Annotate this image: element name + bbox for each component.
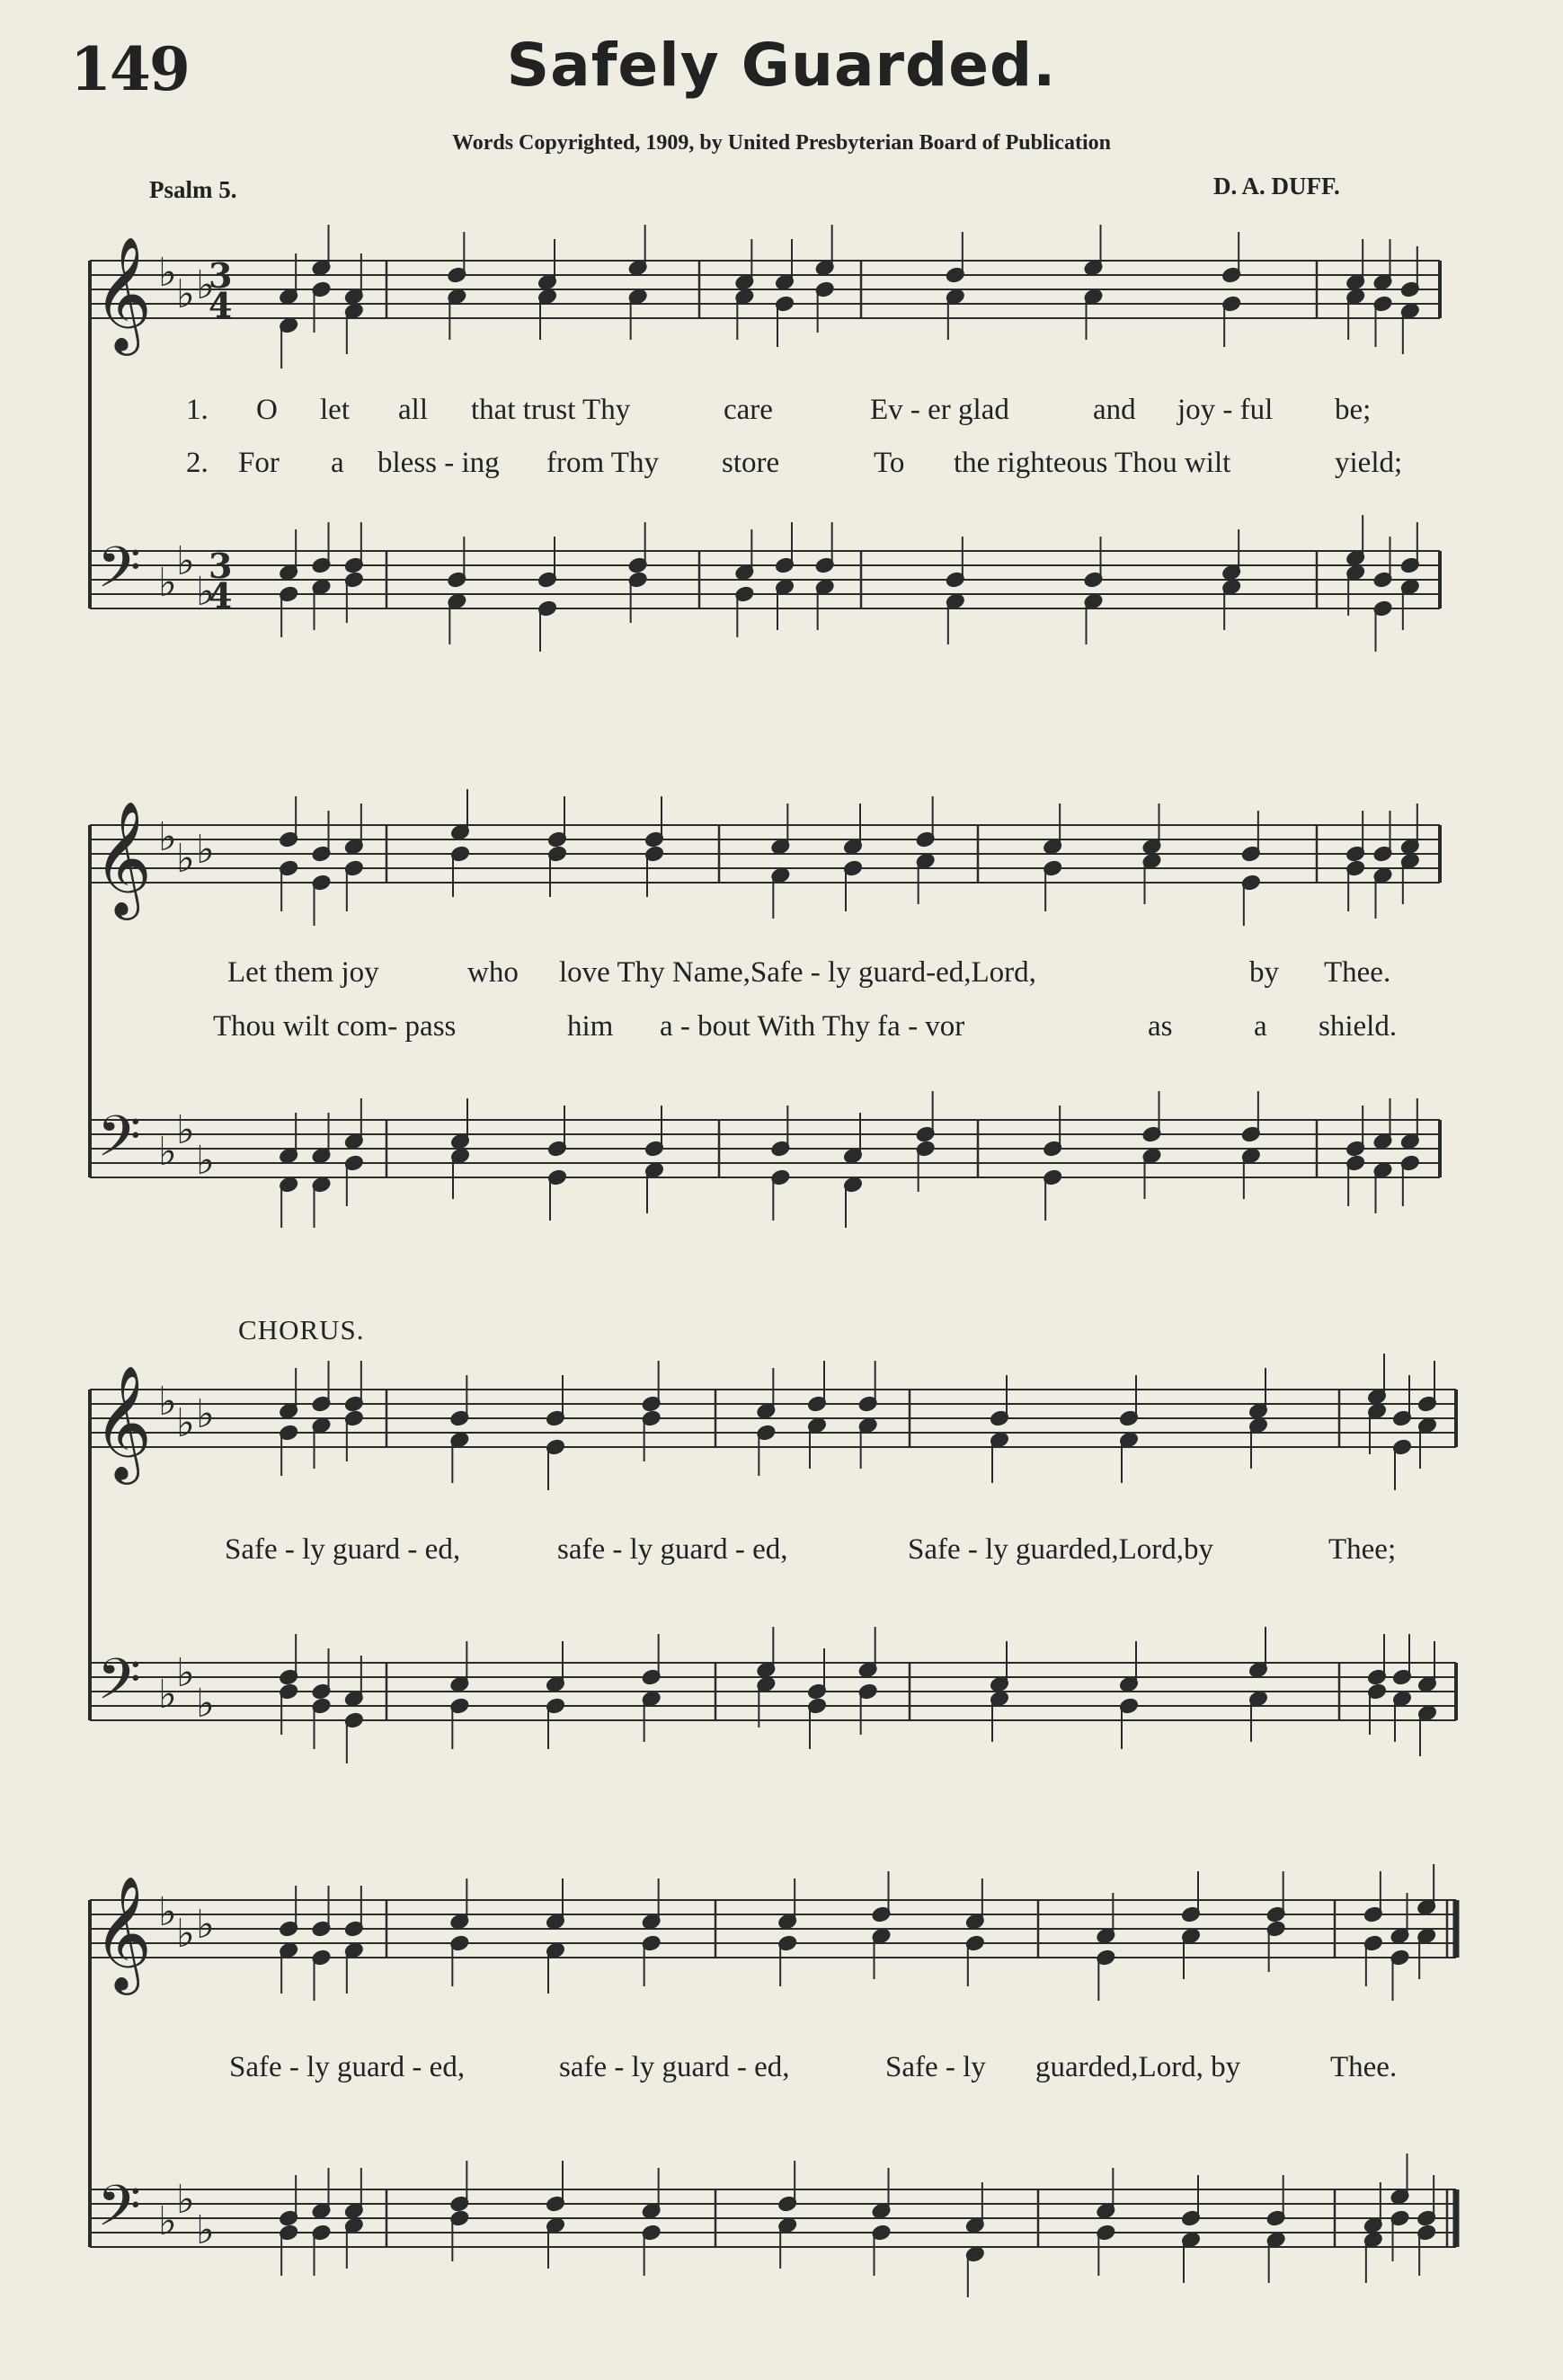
treble-clef-icon: 𝄞 — [93, 800, 153, 915]
verse-2-line-2: Thou wilt com- pass him a - bout With Thy fa - vor as a shield. — [213, 1010, 1398, 1043]
verse-2-line-1: 2. For a bless - ing from Thy store To the righteous Thou wilt yield; — [186, 447, 1403, 479]
treble-clef-icon: 𝄞 — [93, 235, 153, 351]
flat-icon: ♭ — [196, 1902, 215, 1948]
flat-icon: ♭ — [158, 814, 177, 860]
flat-icon: ♭ — [176, 1650, 195, 1696]
verse-1-line-2: Let them joy who love Thy Name,Safe - ly guard-ed,Lord, by Thee. — [227, 956, 1391, 989]
hymn-title: Safely Guarded. — [506, 31, 1057, 100]
verse-number: 1. — [186, 394, 209, 426]
flat-icon: ♭ — [196, 262, 215, 308]
flat-icon: ♭ — [158, 1129, 177, 1175]
bass-clef-icon: 𝄢 — [97, 1103, 141, 1183]
treble-clef-icon: 𝄞 — [93, 1875, 153, 1990]
scripture-reference: Psalm 5. — [149, 176, 237, 203]
flat-icon: ♭ — [176, 836, 195, 882]
verse-number: 2. — [186, 447, 209, 479]
flat-icon: ♭ — [196, 1391, 215, 1437]
flat-icon: ♭ — [196, 569, 215, 615]
composer-credit: D. A. DUFF. — [1213, 173, 1340, 200]
flat-icon: ♭ — [158, 1672, 177, 1718]
flat-icon: ♭ — [158, 1379, 177, 1425]
time-signature-top: 3 — [209, 546, 233, 586]
hymn-number: 149 — [70, 34, 189, 104]
flat-icon: ♭ — [158, 560, 177, 606]
flat-icon: ♭ — [176, 1400, 195, 1446]
bass-clef-icon: 𝄢 — [97, 1646, 141, 1726]
flat-icon: ♭ — [176, 271, 195, 317]
time-signature-bottom: 4 — [209, 285, 233, 325]
time-signature-top: 3 — [209, 255, 233, 296]
time-signature-bottom: 4 — [209, 575, 233, 616]
treble-clef-icon: 𝄞 — [93, 1364, 153, 1479]
flat-icon: ♭ — [158, 2198, 177, 2244]
flat-icon: ♭ — [176, 1107, 195, 1153]
chorus-line-1: Safe - ly guard - ed, safe - ly guard - ed, Safe - ly guarded,Lord,by Thee; — [225, 1533, 1397, 1566]
bass-clef-icon: 𝄢 — [97, 534, 141, 614]
flat-icon: ♭ — [176, 538, 195, 584]
copyright-notice: Words Copyrighted, 1909, by United Presbyterian Board of Publication — [452, 131, 1111, 155]
flat-icon: ♭ — [196, 1681, 215, 1727]
flat-icon: ♭ — [158, 1889, 177, 1935]
flat-icon: ♭ — [158, 250, 177, 296]
flat-icon: ♭ — [196, 2207, 215, 2253]
verse-1-line-1: 1. O let all that trust Thy care Ev - er glad and joy - ful be; — [186, 394, 1372, 426]
chorus-label: CHORUS. — [238, 1314, 365, 1345]
flat-icon: ♭ — [196, 827, 215, 873]
flat-icon: ♭ — [176, 2177, 195, 2223]
chorus-line-2: Safe - ly guard - ed, safe - ly guard - ed, Safe - ly guarded,Lord, by Thee. — [229, 2051, 1398, 2083]
flat-icon: ♭ — [196, 1138, 215, 1184]
bass-clef-icon: 𝄢 — [97, 2172, 141, 2252]
flat-icon: ♭ — [176, 1911, 195, 1957]
